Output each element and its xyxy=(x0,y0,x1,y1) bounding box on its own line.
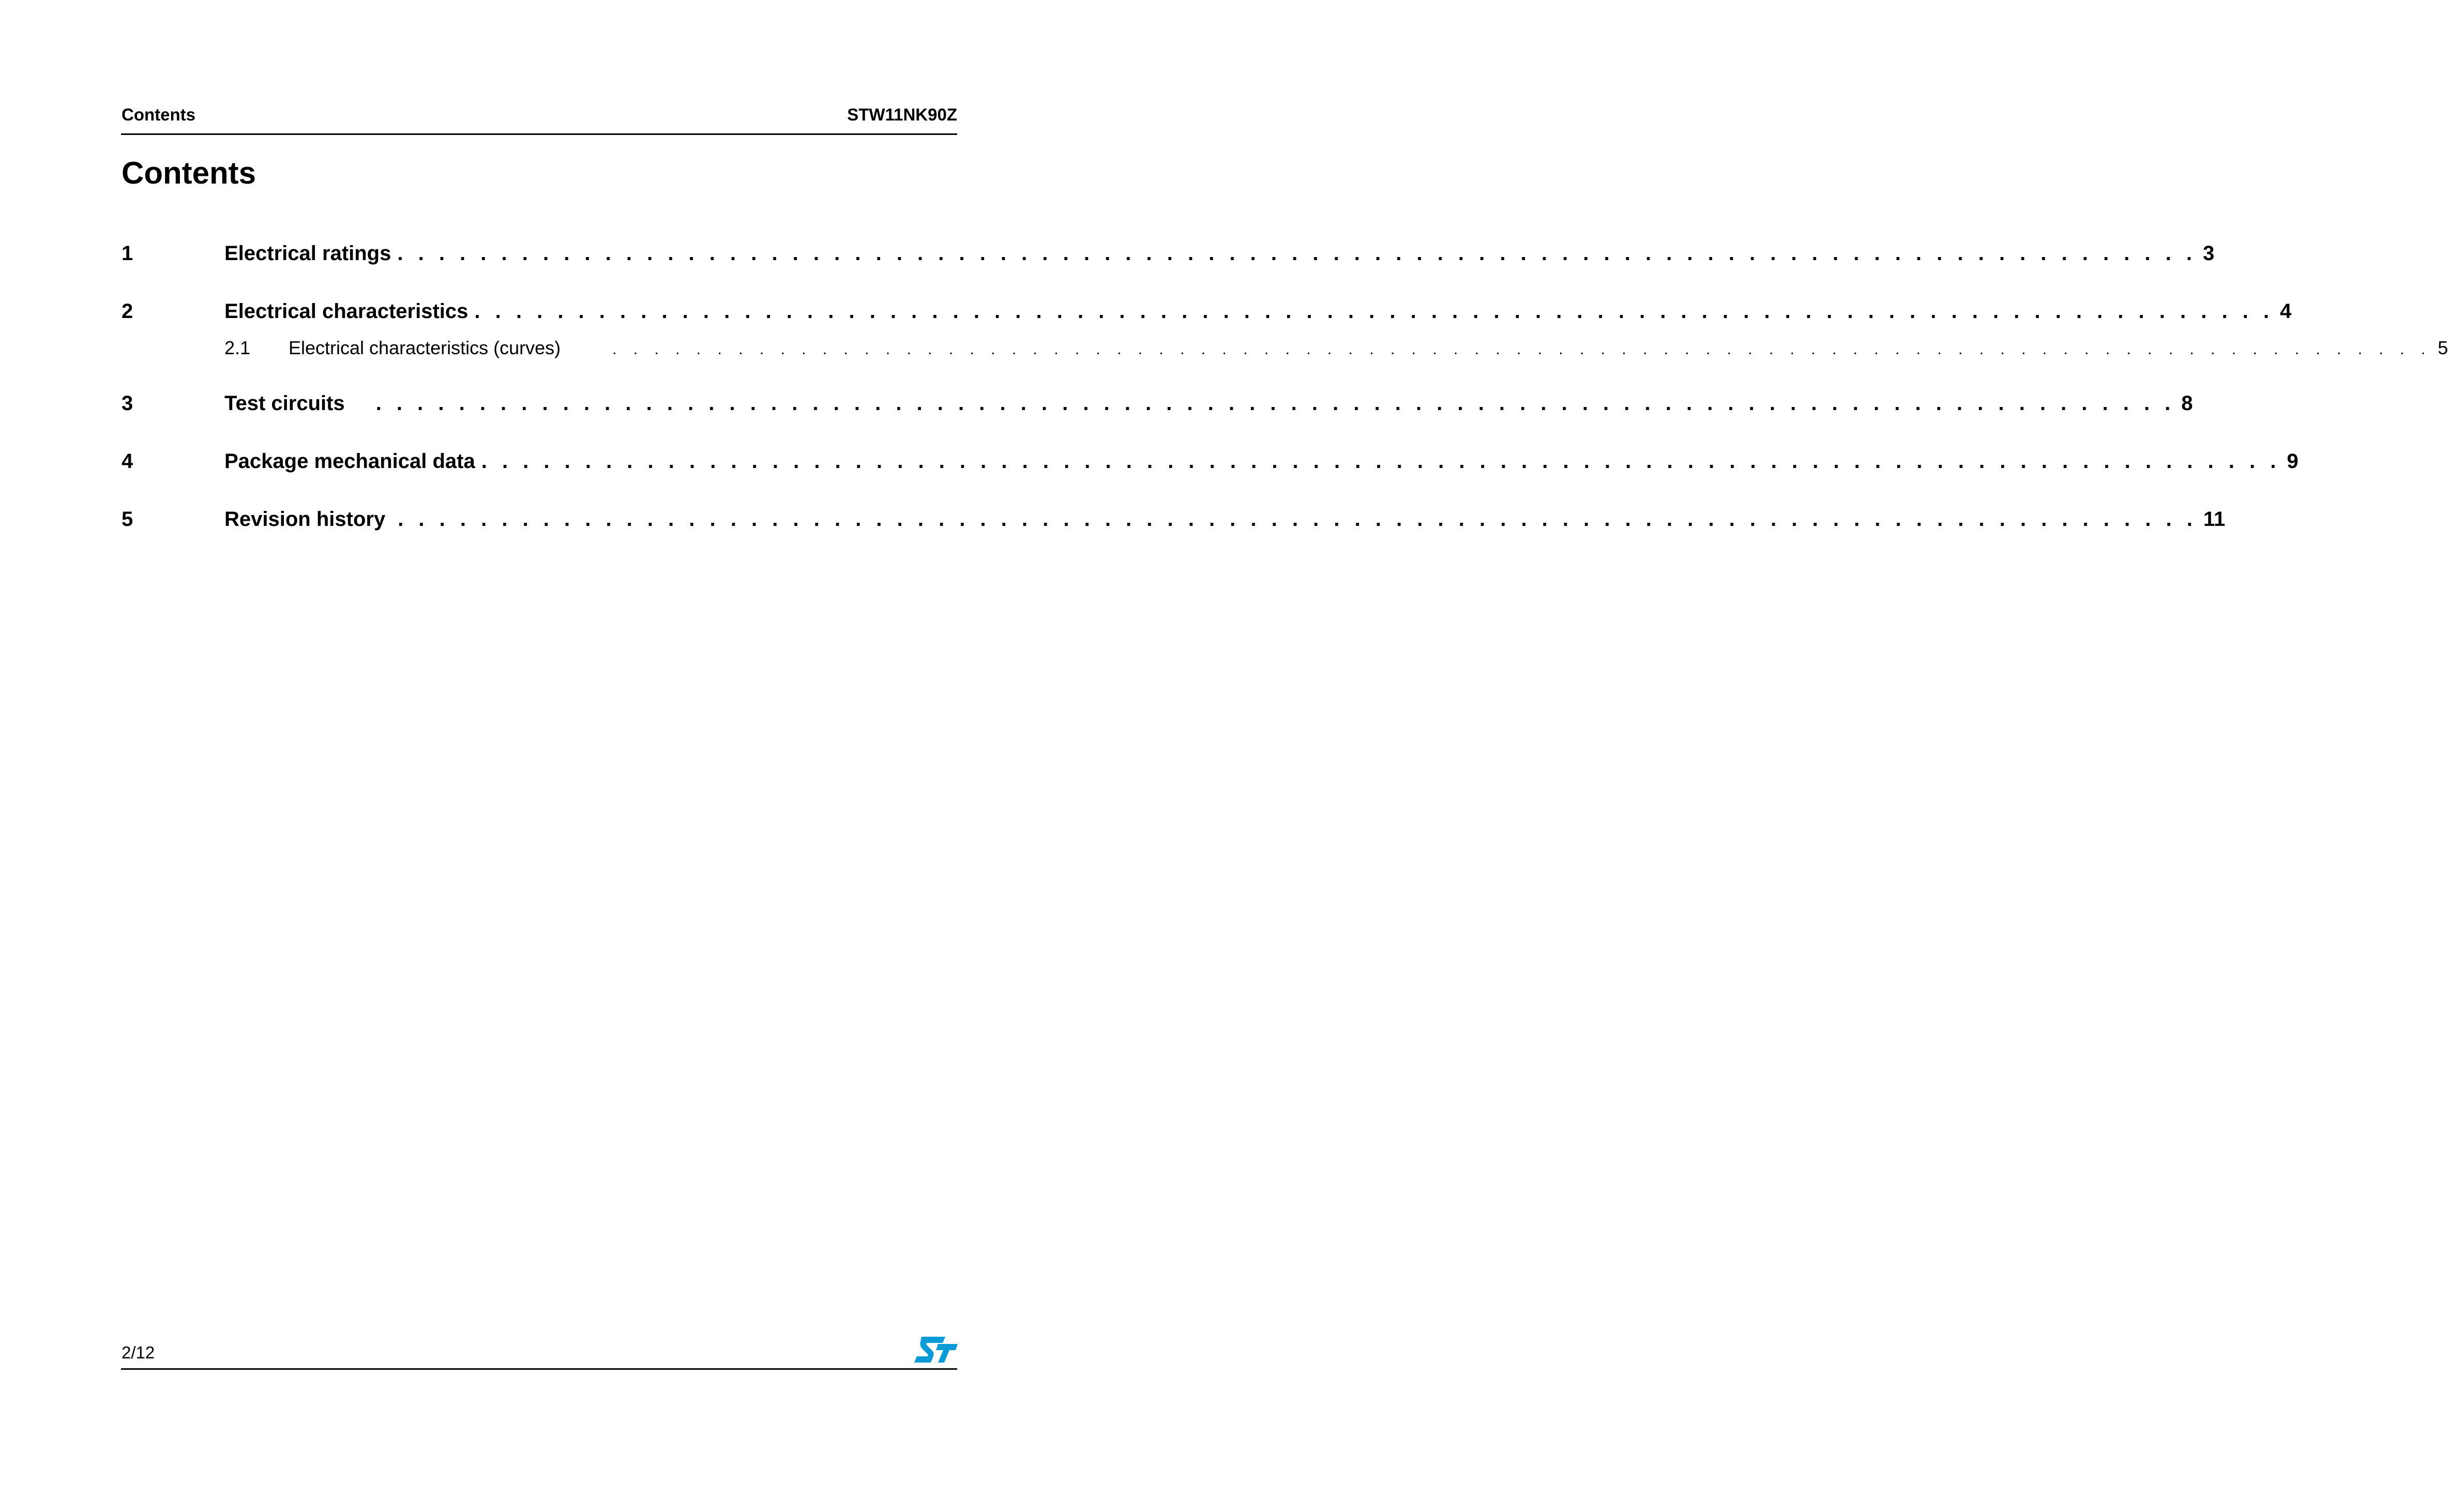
toc-entry-title: Package mechanical data xyxy=(224,450,475,473)
toc-entry-3[interactable] xyxy=(122,392,2193,423)
toc-entry-title: Electrical ratings xyxy=(224,242,391,265)
toc-entry-number: 2.1 xyxy=(224,337,251,358)
toc-dot-leader: . . . . . . . . . . . . . . . . . . . . . . . . . . . . . . . . . . . . . . . . . . . . . . . . . . . . . . . . . . . . . . . . . . . . . . . . . . . . . . . . . . . . . . . xyxy=(375,392,2175,415)
toc-entry-2-1[interactable] xyxy=(122,337,2448,368)
toc-entry-5[interactable] xyxy=(122,508,2226,539)
toc-dot-leader: . . . . . . . . . . . . . . . . . . . . . . . . . . . . . . . . . . . . . . . . . . . . . . . . . . . . . . . . . . . . . . . . . . . . . . . . . . . . . . . . . . . . . . . xyxy=(612,341,2432,358)
page-number: 2/12 xyxy=(122,1343,155,1362)
toc-entry-page: 3 xyxy=(2202,242,2215,265)
toc-dot-leader: . . . . . . . . . . . . . . . . . . . . . . . . . . . . . . . . . . . . . . . . . . . . . . . . . . . . . . . . . . . . . . . . . . . . . . . . . . . . . . . . . . . . . . . xyxy=(397,242,2197,265)
toc-entry-4[interactable] xyxy=(122,450,2299,481)
toc-entry-number: 4 xyxy=(122,450,133,473)
toc-entry-page: 8 xyxy=(2181,392,2193,415)
running-header-section: Contents xyxy=(122,105,195,124)
footer-divider xyxy=(121,1368,957,1370)
toc-entry-page: 9 xyxy=(2287,450,2299,473)
toc-entry-number: 5 xyxy=(122,508,133,531)
toc-entry-number: 2 xyxy=(122,300,133,323)
toc-entry-title: Revision history xyxy=(224,508,386,531)
toc-entry-title: Test circuits xyxy=(224,392,345,415)
toc-entry-page: 4 xyxy=(2280,300,2292,323)
toc-entry-page: 11 xyxy=(2203,508,2226,531)
header-divider xyxy=(121,133,957,135)
toc-entry-page: 5 xyxy=(2438,337,2448,358)
page-title: Contents xyxy=(122,156,256,190)
toc-dot-leader: . . . . . . . . . . . . . . . . . . . . . . . . . . . . . . . . . . . . . . . . . . . . . . . . . . . . . . . . . . . . . . . . . . . . . . . . . . . . . . . . . . . . . . . xyxy=(474,300,2274,323)
toc-dot-leader: . . . . . . . . . . . . . . . . . . . . . . . . . . . . . . . . . . . . . . . . . . . . . . . . . . . . . . . . . . . . . . . . . . . . . . . . . . . . . . . . . . . . . . . xyxy=(398,508,2197,531)
toc-dot-leader: . . . . . . . . . . . . . . . . . . . . . . . . . . . . . . . . . . . . . . . . . . . . . . . . . . . . . . . . . . . . . . . . . . . . . . . . . . . . . . . . . . . . . . . xyxy=(481,450,2281,473)
toc-entry-1[interactable] xyxy=(122,242,2215,273)
running-header-part-number: STW11NK90Z xyxy=(847,105,957,124)
toc-entry-title: Electrical characteristics (curves) xyxy=(289,337,561,358)
toc-entry-title: Electrical characteristics xyxy=(224,300,469,323)
toc-entry-number: 1 xyxy=(122,242,133,265)
toc-entry-number: 3 xyxy=(122,392,133,415)
st-logo-icon xyxy=(914,1336,958,1364)
toc-entry-2[interactable] xyxy=(122,300,2292,331)
